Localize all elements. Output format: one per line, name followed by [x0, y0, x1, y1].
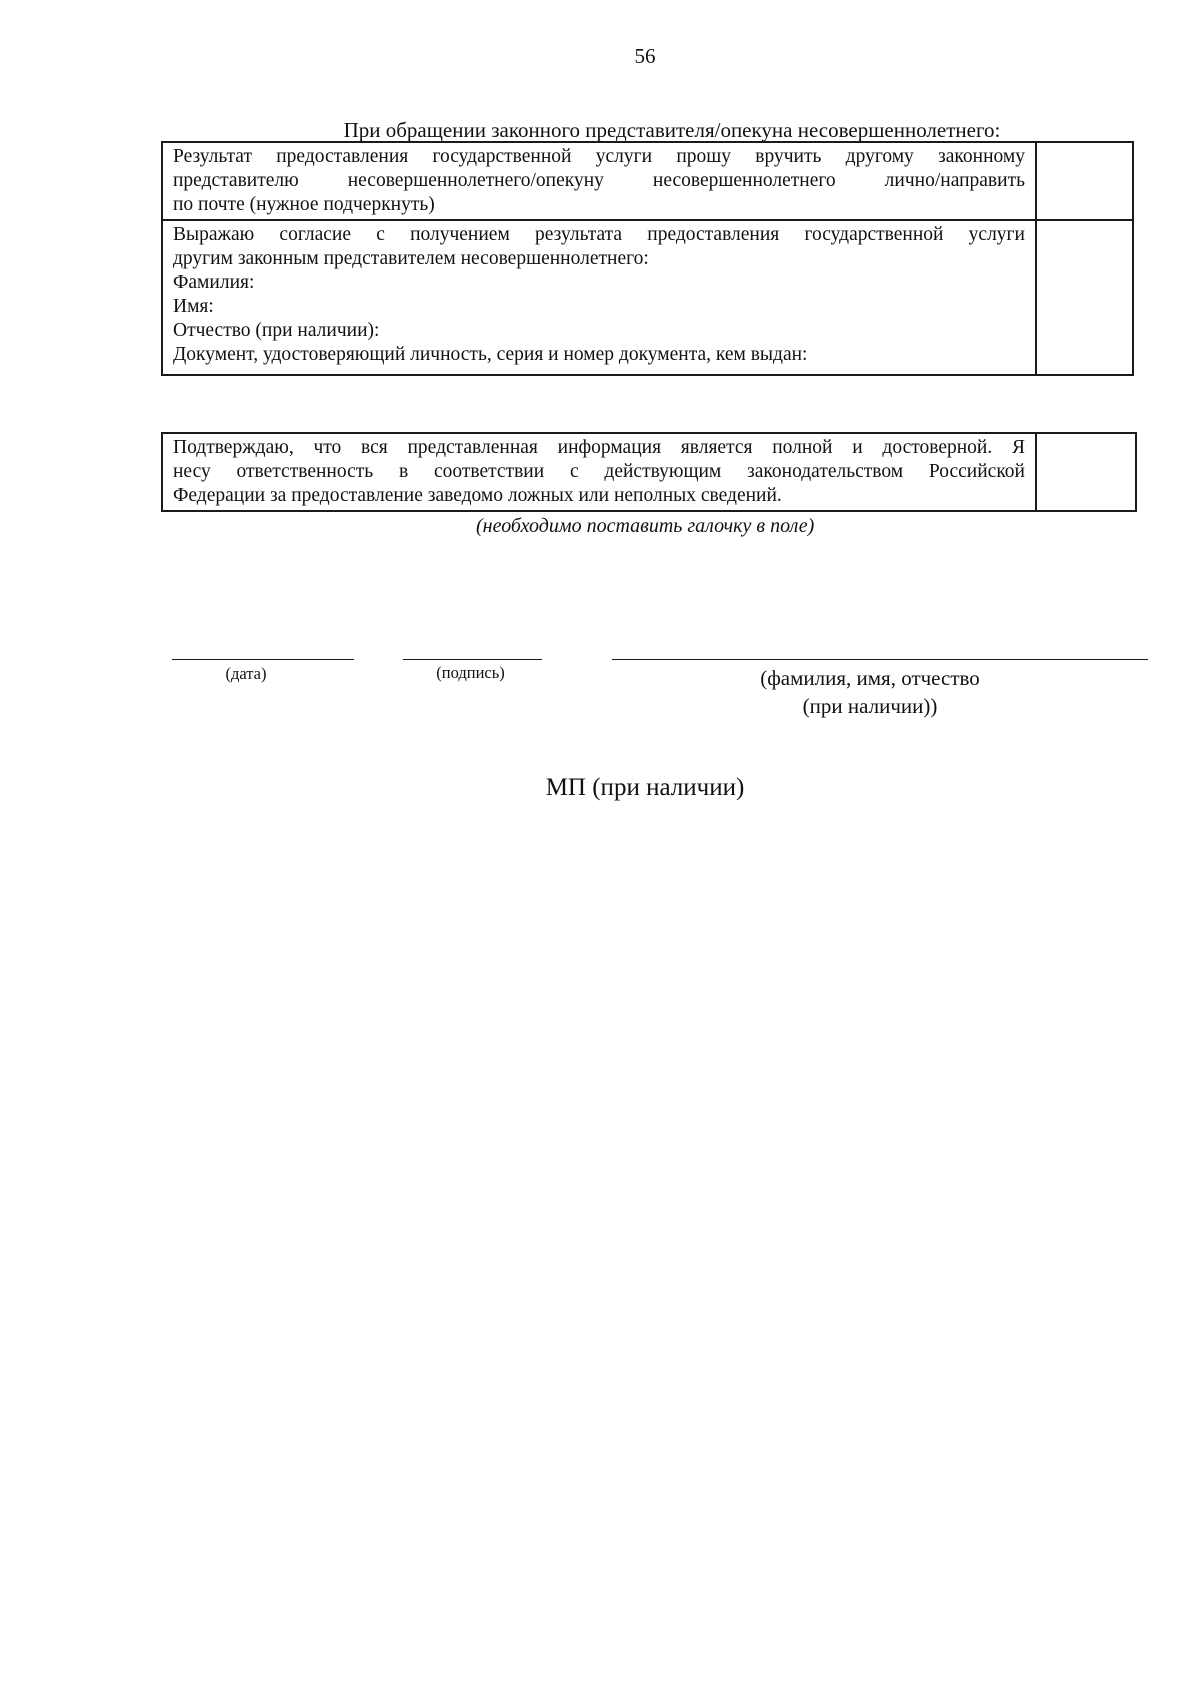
signature-caption: (подпись): [436, 663, 505, 682]
delivery-request-cell: [162, 142, 1036, 220]
confirmation-line-2: несу ответственность в соответствии с действующим законодательством Российской: [173, 461, 1025, 482]
consent-cell: [162, 220, 1036, 375]
consent-line-2: другим законным представителем несовершеннолетнего:: [173, 248, 649, 269]
delivery-request-checkbox[interactable]: [1036, 142, 1133, 220]
confirmation-cell: [162, 433, 1036, 511]
confirmation-checkbox[interactable]: [1036, 433, 1136, 511]
confirmation-line-3: Федерации за предоставление заведомо ложных или неполных сведений.: [173, 485, 782, 506]
date-caption: (дата): [225, 664, 267, 683]
patronymic-field-label: Отчество (при наличии):: [173, 320, 380, 341]
checkbox-hint: (необходимо поставить галочку в поле): [476, 515, 815, 537]
full-name-caption-line-1: (фамилия, имя, отчество: [760, 666, 980, 690]
consent-line-1: Выражаю согласие с получением результата предоставления государственной услуги: [173, 224, 1025, 245]
full-name-caption-line-2: (при наличии)): [802, 694, 938, 718]
surname-field-label: Фамилия:: [173, 272, 255, 293]
signature-line[interactable]: [403, 659, 542, 660]
page-number: 56: [634, 44, 656, 68]
section-heading: При обращении законного представителя/опекуна несовершеннолетнего:: [343, 118, 1001, 142]
delivery-request-line-2: представителю несовершеннолетнего/опекуну несовершеннолетнего лично/направить: [173, 170, 1025, 191]
first-name-field-label: Имя:: [173, 296, 214, 317]
table-row: [162, 220, 1133, 375]
date-line[interactable]: [172, 659, 354, 660]
full-name-line[interactable]: [612, 659, 1148, 660]
table-row: [162, 433, 1136, 511]
representative-table: [161, 141, 1134, 376]
stamp-placeholder: МП (при наличии): [545, 774, 745, 801]
confirmation-line-1: Подтверждаю, что вся представленная информация является полной и достоверной. Я: [173, 437, 1025, 458]
full-name-caption: [725, 664, 1015, 720]
table-row: [162, 142, 1133, 220]
confirmation-table: [161, 432, 1137, 512]
identity-document-field-label: Документ, удостоверяющий личность, серия и номер документа, кем выдан:: [173, 344, 808, 365]
consent-checkbox[interactable]: [1036, 220, 1133, 375]
delivery-request-line-3: по почте (нужное подчеркнуть): [173, 194, 435, 215]
delivery-request-line-1: Результат предоставления государственной услуги прошу вручить другому законному: [173, 146, 1025, 167]
